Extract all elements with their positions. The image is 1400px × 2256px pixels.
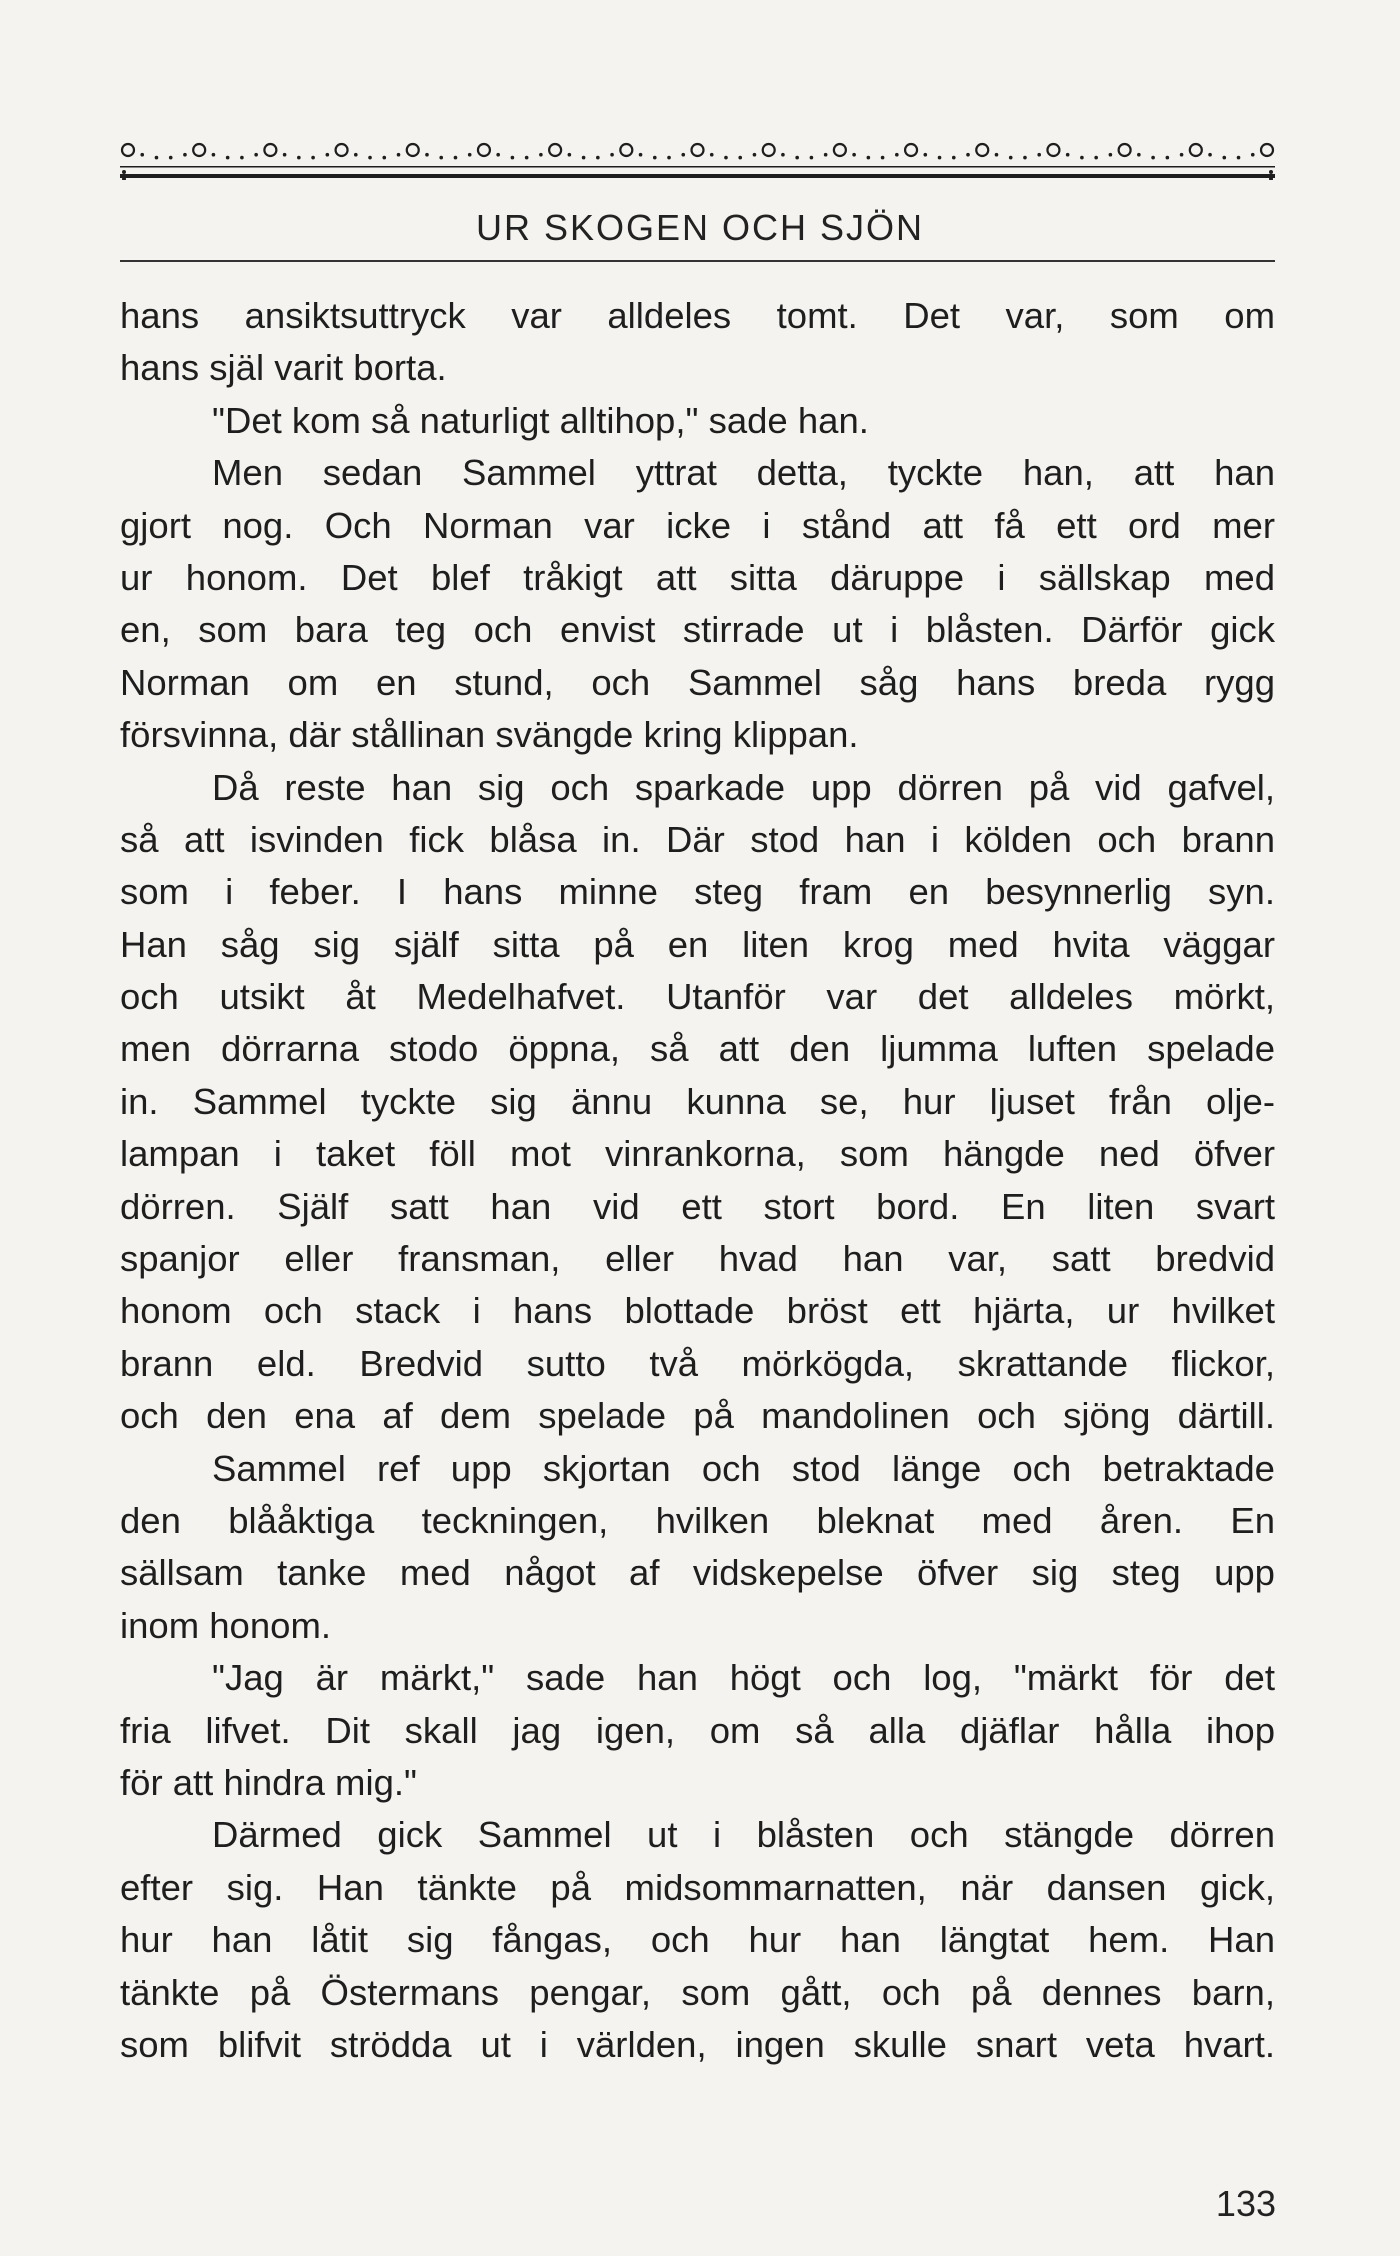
text-line: brann eld. Bredvid sutto två mörkögda, skrattande flickor, [120, 1342, 1275, 1384]
page-number: 133 [1215, 2183, 1276, 2224]
text-line: dörren. Själf satt han vid ett stort bord. En liten svart [120, 1185, 1275, 1227]
text-line: tänkte på Östermans pengar, som gått, och på dennes barn, [120, 1971, 1275, 2013]
text-line: den blååktiga teckningen, hvilken bleknat med åren. En [120, 1499, 1275, 1541]
text-line: hans själ varit borta. [120, 347, 447, 389]
body-text [120, 290, 1275, 2071]
text-line: så att isvinden fick blåsa in. Där stod han i kölden och brann [120, 818, 1275, 860]
running-header-title: UR SKOGEN OCH SJÖN [475, 207, 925, 248]
text-line: Han såg sig själf sitta på en liten krog med hvita väggar [120, 923, 1275, 965]
text-line: spanjor eller fransman, eller hvad han var, satt bredvid [120, 1238, 1275, 1280]
text-line: hans ansiktsuttryck var alldeles tomt. Det var, som om [120, 295, 1275, 336]
text-line: som i feber. I hans minne steg fram en besynnerlig syn. [120, 871, 1275, 913]
text-line: fria lifvet. Dit skall jag igen, om så alla djäflar hålla ihop [120, 1709, 1275, 1751]
text-line: Därmed gick Sammel ut i blåsten och stängde dörren [212, 1814, 1275, 1856]
text-line: och den ena af dem spelade på mandolinen och sjöng därtill. [120, 1395, 1275, 1437]
text-line: inom honom. [120, 1604, 331, 1646]
text-line: men dörrarna stodo öppna, så att den ljumma luften spelade [120, 1028, 1275, 1070]
text-line: försvinna, där stållinan svängde kring klippan. [120, 714, 859, 756]
text-line: ur honom. Det blef tråkigt att sitta däruppe i sällskap med [120, 556, 1275, 598]
text-line: honom och stack i hans blottade bröst ett hjärta, ur hvilket [120, 1290, 1275, 1332]
text-line: Då reste han sig och sparkade upp dörren på vid gafvel, [212, 766, 1275, 808]
text-line: gjort nog. Och Norman var icke i stånd att få ett ord mer [120, 504, 1275, 546]
text-line: in. Sammel tyckte sig ännu kunna se, hur ljuset från olje- [120, 1080, 1275, 1122]
text-line: hur han låtit sig fångas, och hur han längtat hem. Han [120, 1919, 1275, 1961]
text-line: efter sig. Han tänkte på midsommarnatten, när dansen gick, [120, 1866, 1275, 1908]
text-line: Men sedan Sammel yttrat detta, tyckte han, att han [212, 452, 1275, 494]
text-line: Norman om en stund, och Sammel såg hans breda rygg [120, 661, 1275, 703]
text-line: Sammel ref upp skjortan och stod länge och betraktade [212, 1447, 1275, 1489]
text-line: för att hindra mig." [120, 1761, 417, 1803]
text-line: en, som bara teg och envist stirrade ut i blåsten. Därför gick [120, 609, 1275, 651]
text-line: lampan i taket föll mot vinrankorna, som hängde ned öfver [120, 1133, 1275, 1175]
text-line: "Jag är märkt," sade han högt och log, "märkt för det [212, 1657, 1275, 1699]
decorative-border-ornament [120, 128, 1275, 180]
text-line: sällsam tanke med något af vidskepelse öfver sig steg upp [120, 1552, 1275, 1594]
text-line: och utsikt åt Medelhafvet. Utanför var det alldeles mörkt, [120, 976, 1275, 1018]
text-line: som blifvit strödda ut i världen, ingen skulle snart veta hvart. [120, 2023, 1275, 2065]
text-line: "Det kom så naturligt alltihop," sade han. [212, 399, 869, 441]
header-divider [120, 260, 1275, 262]
